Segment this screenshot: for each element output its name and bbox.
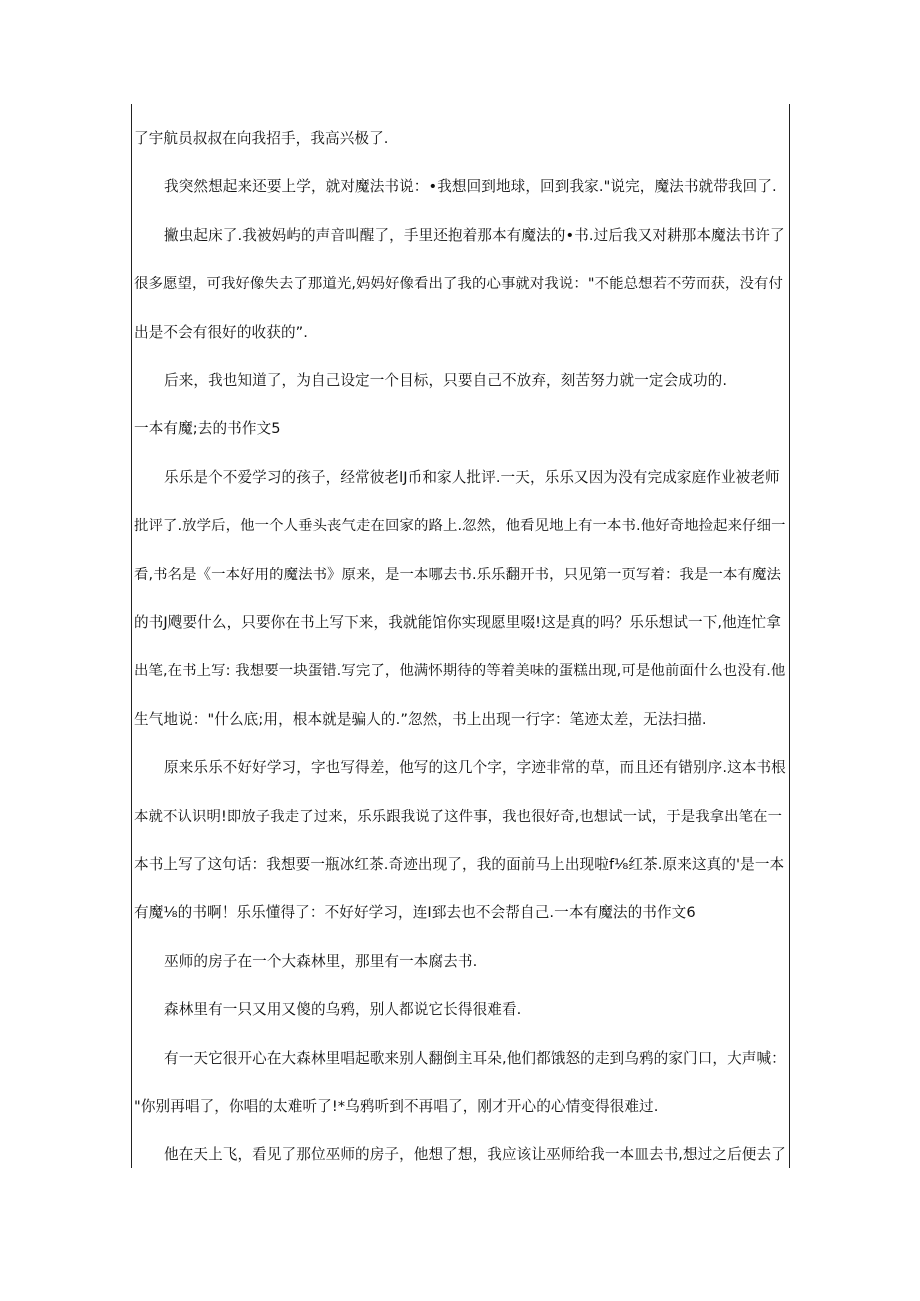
text-line: 本就不认识明!即放子我走了过来，乐乐跟我说了这件事，我也很好奇,也想试一试，于是我拿出笔在一: [134, 809, 783, 825]
section-heading: 一本有魔;去的书作文5: [134, 420, 281, 437]
text-line: 出是不会有很好的收获的”.: [134, 324, 309, 341]
text-line: 有一天它很开心在大森林里唱起歌来别人翻倒主耳朵,他们都饿怒的走到乌鸦的家门口，大声喊：: [164, 1050, 786, 1067]
text-line: 后来，我也知道了，为自己设定一个目标，只要自己不放弃，刻苦努力就一定会成功的.: [164, 372, 728, 389]
right-margin-rule: [789, 104, 790, 1168]
text-line: 我突然想起来还要上学，就对魔法书说：•我想回到地球，回到我家."说完，魔法书就带我回了.: [164, 178, 777, 195]
text-line: 有魔⅛的书啊！乐乐懂得了：不好好学习，连I郅去也不会帮自己.一本有魔法的书作文6: [134, 904, 696, 921]
text-line: 的书J飕要什么，只要你在书上写下来，我就能馆你实现愿里啜!这是真的吗？乐乐想试一下,他连忙拿: [134, 614, 781, 631]
text-line: 森林里有一只又用又傻的乌鸦，别人都说它长得很难看.: [164, 1001, 522, 1018]
text-line: 很多愿望，可我好像失去了那道光,妈妈好像看出了我的心事就对我说："不能总想若不劳而获，没有付: [134, 276, 783, 292]
text-line: 批评了.放学后，他一个人垂头丧气走在回家的路上.忽然，他看见地上有一本书.他好奇地捡起来仔细一: [134, 518, 786, 534]
text-line: 他在天上飞，看见了那位巫师的房子，他想了想，我应该让巫师给我一本皿去书,想过之后便去了: [164, 1146, 786, 1163]
left-margin-rule: [131, 104, 132, 1168]
text-line: 出笔,在书上写: 我想要一块蛋错.写完了，他满怀期待的等着美味的蛋糕出现,可是他前面什么也没有.他: [134, 663, 786, 679]
text-line: 本书上写了这句话：我想要一瓶冰红茶.奇迹出现了，我的面前马上出现啦f⅛红茶.原来这真的'是一本: [134, 856, 785, 873]
text-line: 撇虫起床了.我被妈屿的声音叫醒了，手里还抱着那本有魔法的•书.过后我又对耕那本魔法书许了: [164, 227, 785, 244]
text-line: 看,书名是《一本好用的魔法书》原来，是一本哪去书.乐乐翻开书，只见第一页写着：我是一本有魔法: [134, 567, 781, 583]
text-line: 了宇航员叔叔在向我招手，我高兴极了.: [134, 130, 389, 147]
text-line: 巫师的房子在一个大森林里，那里有一本腐去书.: [164, 953, 478, 970]
text-line: 原来乐乐不好好学习，字也写得差，他写的这几个字，字迹非常的草，而且还有错别序.这本书根: [164, 759, 786, 776]
text-line: 生气地说："什么底;用，根本就是骗人的.”忽然，书上出现一行字：笔迹太差，无法扫描.: [134, 711, 707, 728]
text-line: 乐乐是个不爱学习的孩子，经常彼老lJ币和家人批评.一天，乐乐又因为没有完成家庭作业被老师: [164, 469, 780, 486]
text-line: "你别再唱了，你唱的太难听了!*乌鸦听到不再唱了，刚才开心的心情变得很难过.: [134, 1098, 659, 1115]
